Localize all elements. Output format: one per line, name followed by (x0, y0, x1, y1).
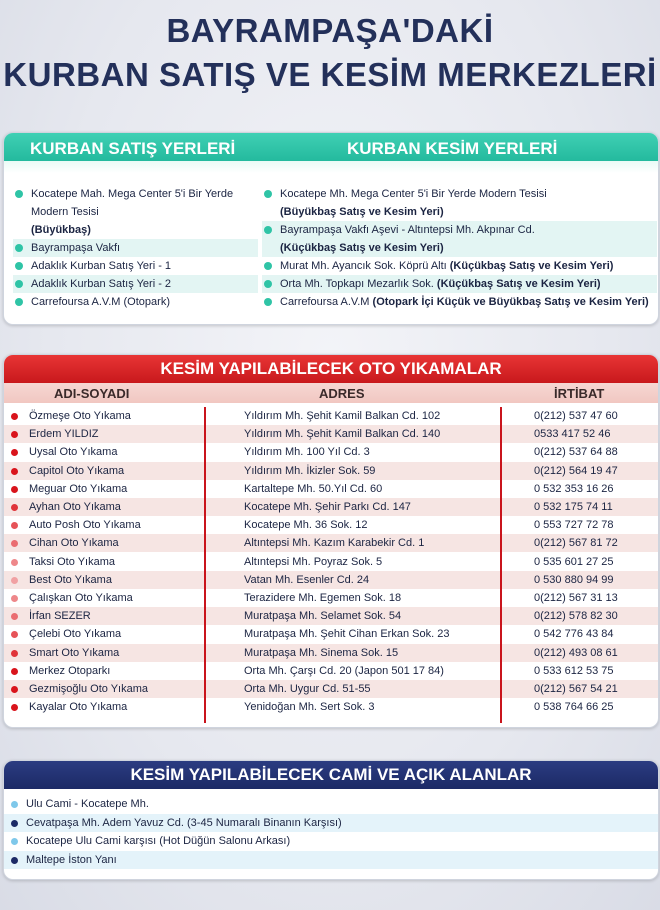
list-item (4, 814, 658, 832)
bullet-dot (15, 244, 23, 252)
list-item (13, 239, 258, 257)
header-fade (4, 161, 658, 173)
carwash-phone: 0(212) 537 64 88 (534, 446, 618, 459)
carwash-name: Capitol Oto Yıkama (29, 464, 125, 477)
carwash-address: Yıldırım Mh. Şehit Kamil Balkan Cd. 140 (244, 428, 441, 441)
sale-item-text: Carrefoursa A.V.M (Otopark) (31, 296, 170, 308)
list-item (13, 257, 258, 275)
list-item (4, 795, 658, 813)
table-row (4, 644, 658, 662)
carwash-address: Muratpaşa Mh. Selamet Sok. 54 (244, 610, 402, 623)
table-row (4, 480, 658, 498)
table-row (4, 571, 658, 589)
list-item (13, 275, 258, 293)
list-item (262, 185, 657, 221)
bullet-dot (11, 449, 18, 456)
bullet-dot (11, 838, 18, 845)
carwash-address: Altıntepsi Mh. Poyraz Sok. 5 (244, 555, 383, 568)
bullet-dot (11, 504, 18, 511)
table-row (4, 407, 658, 425)
carwash-name: Smart Oto Yıkama (29, 646, 120, 659)
sale-item-text: Modern Tesisi (31, 206, 99, 218)
carwash-phone: 0 542 776 43 84 (534, 628, 614, 641)
title-line-1: BAYRAMPAŞA'DAKİ (166, 12, 494, 49)
table-row (4, 553, 658, 571)
carwash-name: Taksi Oto Yıkama (29, 555, 115, 568)
bullet-dot (264, 190, 272, 198)
carwash-phone: 0(212) 567 54 21 (534, 683, 618, 695)
mosque-location-text: Cevatpaşa Mh. Adem Yavuz Cd. (3-45 Numaralı Binanın Karşısı) (26, 816, 342, 829)
carwash-phone: 0(212) 493 08 61 (534, 646, 618, 659)
carwash-name: Çalışkan Oto Yıkama (29, 592, 133, 604)
bullet-dot (11, 413, 18, 420)
list-item (262, 275, 657, 293)
carwash-name: Kayalar Oto Yıkama (29, 701, 128, 714)
bullet-dot (11, 857, 18, 864)
mosque-location-text: Maltepe İston Yanı (26, 853, 117, 866)
table-row (4, 425, 658, 443)
slaughter-item-text: Murat Mh. Ayancık Sok. Köprü Altı (280, 260, 450, 272)
bullet-dot (11, 486, 18, 493)
carwash-phone: 0533 417 52 46 (534, 428, 611, 441)
carwash-address: Yenidoğan Mh. Sert Sok. 3 (244, 701, 375, 714)
bullet-dot (11, 650, 18, 657)
column-divider (204, 407, 206, 723)
list-item (262, 257, 657, 275)
sale-item-text: Adaklık Kurban Satış Yeri - 2 (31, 278, 172, 290)
carwash-name: Uysal Oto Yıkama (29, 446, 118, 459)
table-row (4, 662, 658, 680)
page-title (0, 10, 660, 96)
carwash-phone: 0(212) 567 31 13 (534, 592, 618, 604)
slaughter-item-note: (Küçükbaş Satış ve Kesim Yeri) (436, 278, 601, 290)
bullet-dot (11, 801, 18, 808)
bullet-dot (264, 298, 272, 306)
slaughter-item-note: (Otopark İçi Küçük ve Büyükbaş Satış ve Kesim Yeri) (372, 296, 649, 308)
table-row (4, 607, 658, 625)
carwash-phone: 0 535 601 27 25 (534, 555, 614, 568)
carwash-name: Best Oto Yıkama (29, 573, 112, 586)
slaughter-locations-list (262, 185, 657, 311)
slaughter-item-text: Bayrampaşa Vakfı Aşevi - Altıntepsi Mh. Akpınar Cd. (280, 224, 535, 236)
table-row (4, 625, 658, 643)
carwash-address: Muratpaşa Mh. Şehit Cihan Erkan Sok. 23 (244, 628, 450, 641)
bullet-dot (264, 280, 272, 288)
carwash-address: Kocatepe Mh. Şehir Parkı Cd. 147 (244, 501, 411, 513)
table-row (4, 698, 658, 716)
table-row (4, 443, 658, 461)
bullet-dot (11, 631, 18, 638)
sale-item-text: Kocatepe Mah. Mega Center 5'i Bir Yerde (31, 188, 234, 200)
carwash-phone: 0 533 612 53 75 (534, 664, 614, 677)
slaughter-item-note: (Küçükbaş Satış ve Kesim Yeri) (280, 242, 444, 254)
mosque-header: KESİM YAPILABİLECEK CAMİ VE AÇIK ALANLAR (4, 761, 658, 789)
carwash-phone: 0 530 880 94 99 (534, 573, 614, 586)
title-line-2: KURBAN SATIŞ VE KESİM MERKEZLERİ (3, 56, 657, 93)
sales-slaughter-panel (3, 132, 659, 325)
carwash-address: Yıldırım Mh. Şehit Kamil Balkan Cd. 102 (244, 410, 441, 422)
list-item (262, 221, 657, 257)
table-row (4, 589, 658, 607)
bullet-dot (11, 431, 18, 438)
bullet-dot (11, 668, 18, 675)
sale-item-text: Bayrampaşa Vakfı (31, 242, 121, 254)
table-row (4, 680, 658, 698)
carwash-address: Yıldırım Mh. İkizler Sok. 59 (244, 464, 376, 477)
carwash-phone: 0(212) 564 19 47 (534, 464, 618, 477)
bullet-dot (15, 190, 23, 198)
carwash-name: Gezmişoğlu Oto Yıkama (29, 683, 149, 695)
carwash-name: Meguar Oto Yıkama (29, 482, 128, 495)
bullet-dot (11, 686, 18, 693)
bullet-dot (11, 540, 18, 547)
table-row (4, 534, 658, 552)
carwash-phone: 0 553 727 72 78 (534, 519, 614, 532)
column-divider (500, 407, 502, 723)
sale-item-text: Adaklık Kurban Satış Yeri - 1 (31, 260, 172, 272)
bullet-dot (15, 298, 23, 306)
carwash-phone: 0 532 353 16 26 (534, 482, 614, 495)
slaughter-item-text: Carrefoursa A.V.M (280, 296, 373, 308)
carwash-name: Erdem YILDIZ (29, 428, 99, 441)
sale-item-note: (Büyükbaş) (31, 224, 91, 236)
carwash-address: Orta Mh. Çarşı Cd. 20 (Japon 501 17 84) (244, 664, 444, 677)
slaughter-item-text: Kocatepe Mh. Mega Center 5'i Bir Yerde Modern Tesisi (280, 188, 547, 200)
bullet-dot (11, 522, 18, 529)
carwash-address: Orta Mh. Uygur Cd. 51-55 (244, 683, 371, 695)
bullet-dot (11, 704, 18, 711)
carwash-name: İrfan SEZER (29, 610, 91, 623)
carwash-address: Altıntepsi Mh. Kazım Karabekir Cd. 1 (244, 537, 425, 550)
carwash-phone: 0 532 175 74 11 (534, 501, 613, 513)
carwash-address: Terazidere Mh. Egemen Sok. 18 (244, 592, 402, 604)
table-row (4, 498, 658, 516)
list-item (4, 832, 658, 850)
mosque-location-text: Kocatepe Ulu Cami karşısı (Hot Düğün Salonu Arkası) (26, 835, 291, 847)
carwash-phone: 0(212) 567 81 72 (534, 537, 618, 550)
carwash-address: Vatan Mh. Esenler Cd. 24 (244, 573, 370, 586)
list-item (13, 293, 258, 311)
carwash-name: Çelebi Oto Yıkama (29, 628, 122, 641)
column-header-address: ADRES (319, 386, 365, 401)
bullet-dot (11, 613, 18, 620)
bullet-dot (15, 280, 23, 288)
carwash-phone: 0(212) 578 82 30 (534, 610, 618, 623)
carwash-panel (3, 354, 659, 728)
list-item (13, 185, 258, 239)
bullet-dot (264, 262, 272, 270)
carwash-header: KESİM YAPILABİLECEK OTO YIKAMALAR (4, 355, 658, 383)
carwash-name: Ayhan Oto Yıkama (29, 501, 121, 513)
slaughter-item-text: Orta Mh. Topkapı Mezarlık Sok. (280, 278, 437, 290)
carwash-column-headers (4, 383, 658, 403)
mosque-panel (3, 760, 659, 880)
carwash-name: Cihan Oto Yıkama (29, 537, 119, 550)
carwash-phone: 0 538 764 66 25 (534, 701, 614, 714)
list-item (4, 851, 658, 869)
carwash-name: Özmeşe Oto Yıkama (29, 410, 131, 422)
bullet-dot (11, 820, 18, 827)
bullet-dot (264, 226, 272, 234)
carwash-address: Muratpaşa Mh. Sinema Sok. 15 (244, 646, 399, 659)
sale-locations-list (13, 185, 258, 311)
column-header-name: ADI-SOYADI (54, 386, 130, 401)
carwash-phone: 0(212) 537 47 60 (534, 410, 618, 422)
bullet-dot (11, 468, 18, 475)
carwash-name: Merkez Otoparkı (29, 664, 111, 677)
table-row (4, 516, 658, 534)
column-header-contact: İRTİBAT (554, 386, 605, 401)
bullet-dot (15, 262, 23, 270)
carwash-address: Kocatepe Mh. 36 Sok. 12 (244, 519, 368, 532)
bullet-dot (11, 577, 18, 584)
bullet-dot (11, 559, 18, 566)
mosque-location-text: Ulu Cami - Kocatepe Mh. (26, 798, 149, 810)
list-item (262, 293, 657, 311)
bullet-dot (11, 595, 18, 602)
slaughter-item-note: (Küçükbaş Satış ve Kesim Yeri) (449, 260, 614, 272)
sales-slaughter-header (4, 133, 658, 163)
carwash-address: Yıldırım Mh. 100 Yıl Cd. 3 (244, 446, 370, 459)
slaughter-locations-heading: KURBAN KESİM YERLERİ (347, 139, 558, 158)
table-row (4, 462, 658, 480)
carwash-address: Kartaltepe Mh. 50.Yıl Cd. 60 (244, 482, 383, 495)
slaughter-item-note: (Büyükbaş Satış ve Kesim Yeri) (280, 206, 444, 218)
sale-locations-heading: KURBAN SATIŞ YERLERİ (30, 139, 236, 158)
carwash-name: Auto Posh Oto Yıkama (29, 519, 141, 532)
